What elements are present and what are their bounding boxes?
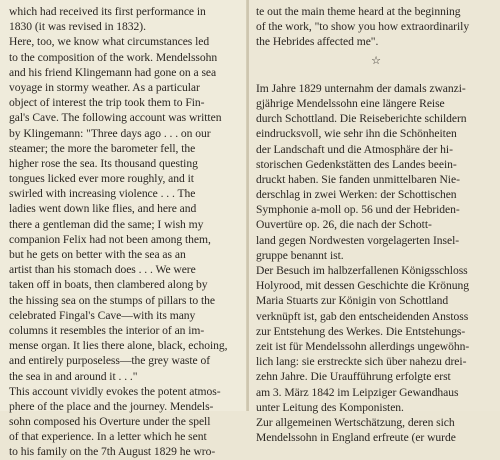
- text-line: am 3. März 1842 im Leipziger Gewandhaus: [256, 385, 459, 399]
- text-line: zur Entstehung des Werkes. Die Entstehungs-: [256, 324, 466, 338]
- text-line: ladies went down like flies, and here and: [9, 202, 197, 216]
- text-line: artist than his stomach does . . . We were: [9, 263, 196, 277]
- text-line: by Klingemann: "Three days ago . . . on our: [9, 126, 211, 140]
- english-text-continuation: [256, 4, 496, 50]
- text-line: columns it resembles the interior of an im-: [9, 323, 205, 337]
- text-line: gal's Cave. The following account was written: [9, 111, 222, 125]
- text-line: the Hebrides affected me".: [256, 35, 379, 49]
- text-line: zehn Jahre. Die Uraufführung erfolgte erst: [256, 370, 451, 384]
- text-line: steamer; the more the barometer fell, the: [9, 141, 196, 155]
- text-line: lich lang: sie erstreckte sich über nahezu drei-: [256, 355, 467, 369]
- text-line: to his family on the 7th August 1829 he wro-: [9, 445, 216, 459]
- text-line: swirled with increasing violence . . . The: [9, 187, 196, 201]
- left-page: [0, 0, 247, 459]
- text-line: land gegen Nordwesten vorgelagerten Insel-: [256, 233, 460, 247]
- german-text-column: [256, 4, 496, 445]
- text-line: sohn composed his Overture under the spell: [9, 415, 211, 429]
- text-line: te out the main theme heard at the beginning: [256, 5, 461, 18]
- text-line: object of interest the trip took them to Fin-: [9, 96, 205, 110]
- text-line: druckt haben. Sie fanden unmittelbaren Nie-: [256, 172, 460, 186]
- text-line: companion Felix had not been among them,: [9, 232, 211, 246]
- text-line: taken off in boats, then clambered along by: [9, 278, 208, 292]
- text-line: unter Leitung des Komponisten.: [256, 400, 404, 414]
- text-line: derschlag in zwei Werken: der Schottischen: [256, 188, 457, 202]
- text-line: Here, too, we know what circumstances led: [9, 35, 210, 49]
- text-line: tongues licked ever more roughly, and it: [9, 172, 194, 186]
- text-line: voyage in stormy weather. As a particular: [9, 80, 200, 94]
- text-line: durch Schottland. Die Reiseberichte schildern: [256, 112, 467, 126]
- text-line: phere of the place and the journey. Mendels-: [9, 399, 214, 413]
- text-line: but he gets on better with the sea as an: [9, 248, 186, 261]
- text-line: Mendelssohn in England erfreute (er wurde: [256, 431, 456, 445]
- text-line: of the work, "to show you how extraordinarily: [256, 20, 470, 34]
- text-line: Der Besuch im halbzerfallenen Königsschloss: [256, 264, 468, 277]
- text-line: Im Jahre 1829 unternahm der damals zwanzi-: [256, 81, 466, 95]
- text-line: higher rose the sea. Its thousand questing: [9, 156, 198, 170]
- text-line: gruppe benannt ist.: [256, 248, 344, 262]
- text-line: and entirely purposeless—the grey waste of: [9, 354, 211, 368]
- text-line: Maria Stuarts zur Königin von Schottland: [256, 294, 449, 308]
- text-line: gjährige Mendelssohn eine längere Reise: [256, 96, 445, 110]
- text-line: This account vividly evokes the potent atmos-: [9, 384, 221, 398]
- star-separator-icon: ☆: [371, 54, 381, 67]
- text-line: of that experience. In a letter which he sent: [9, 430, 207, 444]
- text-line: 1830 (it was revised in 1832).: [9, 20, 146, 34]
- text-line: storischen Gedenkstätten des Landes beein-: [256, 157, 457, 171]
- text-line: der Landschaft und die Atmosphäre der hi-: [256, 142, 453, 156]
- text-line: the hissing sea on the stumps of pillars to the: [9, 293, 215, 307]
- text-line: Holyrood, mit dessen Geschichte die Krönung: [256, 279, 469, 293]
- text-line: verknüpft ist, gab den entscheidenden Anstoss: [256, 309, 469, 323]
- text-line: to the composition of the work. Mendelssohn: [9, 50, 218, 64]
- text-line: Ouvertüre op. 26, die nach der Schott-: [256, 218, 432, 232]
- text-line: and his friend Klingemann had gone on a sea: [9, 65, 217, 79]
- right-page: [249, 0, 500, 445]
- text-line: mense organ. It lies there alone, black, echoing,: [9, 339, 228, 353]
- text-line: the sea in and around it . . .": [9, 369, 138, 383]
- text-line: celebrated Fingal's Cave—with its many: [9, 308, 196, 322]
- text-line: which had received its first performance in: [9, 5, 206, 18]
- text-line: Symphonie a-moll op. 56 und der Hebriden-: [256, 203, 460, 217]
- text-line: Zur allgemeinen Wertschätzung, deren sich: [256, 415, 455, 429]
- text-line: there a gentleman did the same; I wish my: [9, 217, 204, 231]
- german-text-block: [256, 81, 496, 446]
- text-line: zeit ist für Mendelssohn allerdings ungewöhn-: [256, 339, 470, 353]
- english-text-column: [9, 4, 241, 460]
- text-line: eindrucksvoll, wie sehr ihn die Schönheiten: [256, 127, 457, 141]
